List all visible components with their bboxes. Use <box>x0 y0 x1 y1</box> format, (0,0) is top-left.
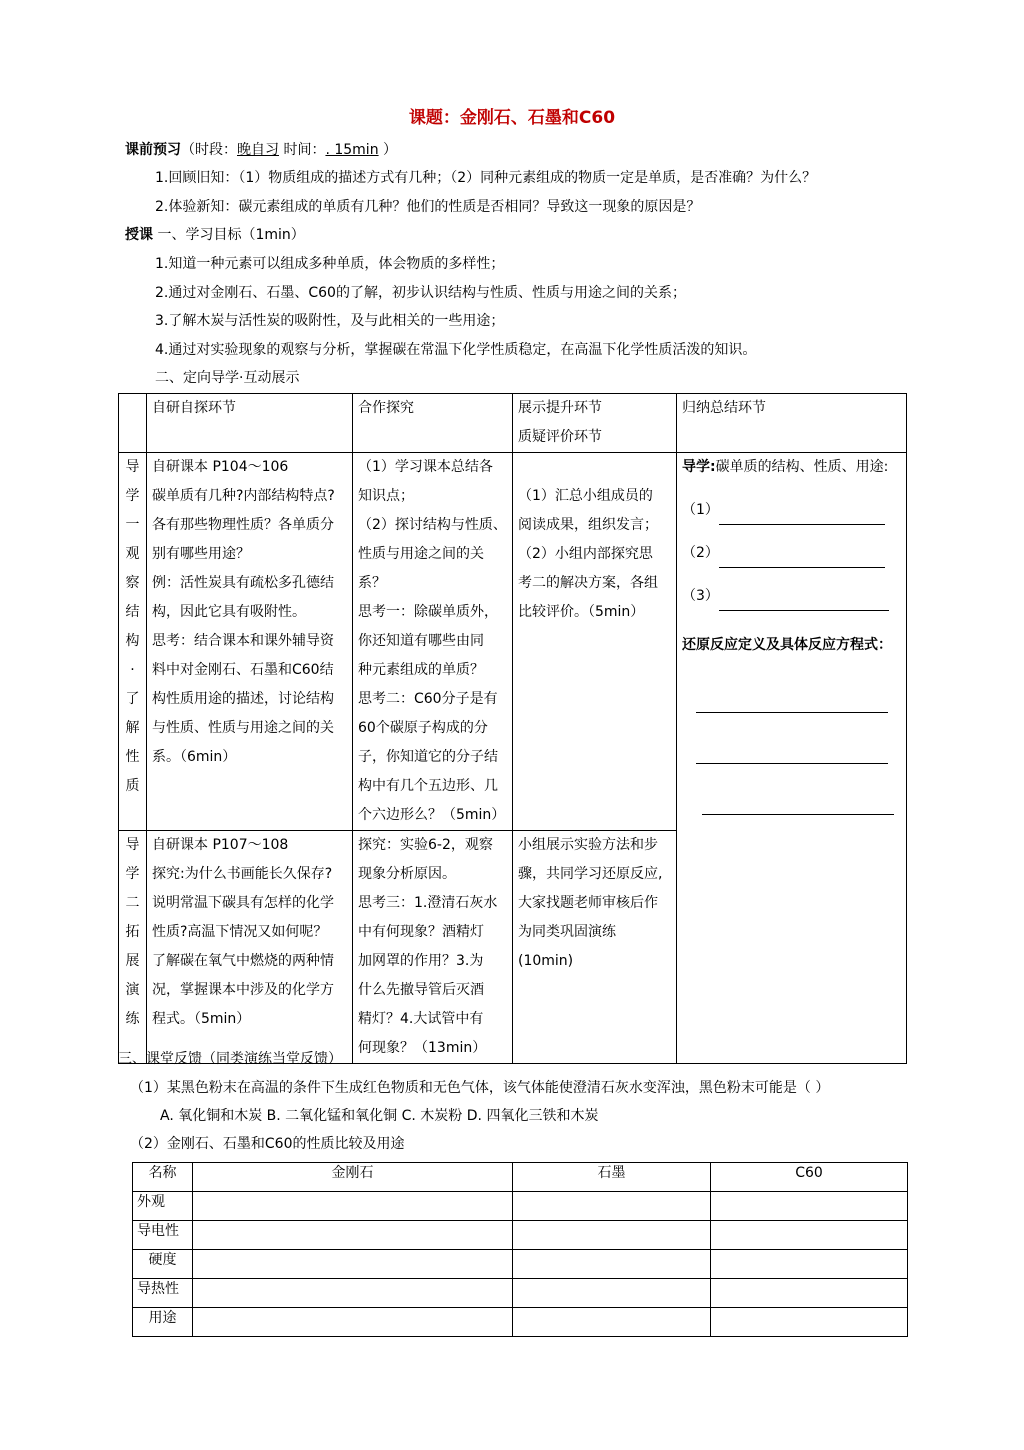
row-label: 导电性 <box>133 1221 193 1250</box>
header-cell-empty <box>119 394 147 453</box>
table-cell <box>711 1221 908 1250</box>
summary-item-label: （2） <box>682 545 719 561</box>
table-row <box>133 1279 908 1308</box>
table-header-row <box>133 1163 908 1192</box>
row2-display: 小组展示实验方法和步 骤，共同学习还原反应, 大家找题老师审核后作 为同类巩固演练(10min) <box>513 831 677 1064</box>
feedback-question-1: （1）某黑色粉末在高温的条件下生成红色物质和无色气体，该气体能使澄清石灰水变浑浊，黑色粉末可能是（ ） <box>130 1080 830 1096</box>
preview-paren-open: （时段： <box>181 142 237 158</box>
period-value: 晚自习 <box>237 142 279 158</box>
feedback-heading: 三、课堂反馈（同类演练当堂反馈） <box>118 1051 342 1067</box>
section2-heading: 二、定向导学·互动展示 <box>155 370 300 386</box>
goals-heading: 一、学习目标（1min） <box>153 227 305 243</box>
lecture-line <box>125 224 305 244</box>
row-label: 硬度 <box>133 1250 193 1279</box>
time-label: 时间： <box>279 142 326 158</box>
goal-item: 2.通过对金刚石、石墨、C60的了解，初步认识结构与性质、性质与用途之间的关系； <box>155 285 686 301</box>
goal-item: 4.通过对实验现象的观察与分析，掌握碳在常温下化学性质稳定，在高温下化学性质活泼的知识。 <box>155 342 757 358</box>
preview-item-2: 2.体验新知：碳元素组成的单质有几种？他们的性质是否相同？导致这一现象的原因是？ <box>155 199 701 215</box>
summary-item-label: （3） <box>682 588 719 604</box>
header-c60: C60 <box>711 1163 908 1192</box>
table-cell <box>193 1308 513 1337</box>
preview-paren-close: ） <box>378 142 398 158</box>
header-name: 名称 <box>133 1163 193 1192</box>
table-cell <box>193 1221 513 1250</box>
summary-cell <box>677 453 907 1064</box>
row-label: 外观 <box>133 1192 193 1221</box>
blank-line <box>702 794 894 815</box>
header-cooperation: 合作探究 <box>353 394 513 453</box>
header-diamond: 金刚石 <box>193 1163 513 1192</box>
blank-line <box>719 547 885 568</box>
comparison-table <box>132 1162 908 1337</box>
table-row <box>119 453 907 831</box>
header-self-study: 自研自探环节 <box>147 394 353 453</box>
table-row <box>133 1192 908 1221</box>
blank-line <box>696 743 888 764</box>
blank-line <box>719 504 885 525</box>
row2-side-label: 导 学 二 拓 展 演 练 <box>119 831 147 1064</box>
table-cell <box>193 1279 513 1308</box>
header-summary: 归纳总结环节 <box>677 394 907 453</box>
header-display: 展示提升环节 质疑评价环节 <box>513 394 677 453</box>
table-cell <box>711 1192 908 1221</box>
table-row <box>133 1221 908 1250</box>
goal-item: 3.了解木炭与活性炭的吸附性，及与此相关的一些用途； <box>155 313 505 329</box>
preview-label: 课前预习 <box>125 142 181 158</box>
page-title: 课题：金刚石、石墨和C60 <box>408 108 616 128</box>
blank-line <box>719 590 889 611</box>
preview-item-1: 1.回顾旧知：（1）物质组成的描述方式有几种；（2）同种元素组成的物质一定是单质，是否准确？为什么？ <box>155 170 817 186</box>
summary-head-bold: 导学: <box>682 459 716 475</box>
feedback-options-1: A. 氧化铜和木炭 B. 二氧化锰和氧化铜 C. 木炭粉 D. 四氧化三铁和木炭 <box>160 1108 599 1124</box>
table-cell <box>513 1192 711 1221</box>
table-cell <box>711 1279 908 1308</box>
summary-head-rest: 碳单质的结构、性质、用途: <box>715 459 889 475</box>
guided-study-table <box>118 393 907 1064</box>
header-graphite: 石墨 <box>513 1163 711 1192</box>
table-cell <box>513 1279 711 1308</box>
row1-self-study: 自研课本 P104～106 碳单质有几种?内部结构特点? 各有那些物理性质？各单质分 别有哪些用途？ 例：活性炭具有疏松多孔德结 构，因此它具有吸附性。 思考：结合课本和课外辅导资 料中对金刚石、石墨和C60结 构性质用途的描述，讨论结构 与性质、性质与用途之间的关 系。（6min） <box>147 453 353 831</box>
lecture-label: 授课 <box>125 227 153 243</box>
redox-heading: 还原反应定义及具体反应方程式： <box>682 637 892 653</box>
row-label: 用途 <box>133 1308 193 1337</box>
goal-item: 1.知道一种元素可以组成多种单质，体会物质的多样性； <box>155 256 505 272</box>
row2-self-study: 自研课本 P107～108 探究:为什么书画能长久保存? 说明常温下碳具有怎样的化学 性质?高温下情况又如何呢？ 了解碳在氧气中燃烧的两种情 况，掌握课本中涉及的化学方 程式。（5min） <box>147 831 353 1064</box>
row1-side-label: 导 学 一 观 察 结 构 · 了 解 性 质 <box>119 453 147 831</box>
table-header-row <box>119 394 907 453</box>
time-value: . 15min <box>325 142 379 158</box>
row1-cooperation: （1）学习课本总结各 知识点； （2）探讨结构与性质、 性质与用途之间的关 系？ 思考一：除碳单质外， 你还知道有哪些由同 种元素组成的单质？ 思考二：C60分子是有 60个碳原子构成的分 子，你知道它的分子结 构中有几个五边形、几 个六边形么？（5min） <box>353 453 513 831</box>
row-label: 导热性 <box>133 1279 193 1308</box>
feedback-question-2: （2）金刚石、石墨和C60的性质比较及用途 <box>130 1136 405 1152</box>
row1-display: （1）汇总小组成员的 阅读成果，组织发言； （2）小组内部探究思 考二的解决方案，各组 比较评价。（5min） <box>513 453 677 831</box>
blank-line <box>696 692 888 713</box>
table-row <box>133 1250 908 1279</box>
table-cell <box>513 1221 711 1250</box>
row2-cooperation: 探究：实验6-2，观察 现象分析原因。 思考三：1.澄清石灰水 中有何现象？酒精灯 加网罩的作用？3.为 什么先撤导管后灭酒 精灯？4.大试管中有 何现象？（13min） <box>353 831 513 1064</box>
preview-line <box>125 139 397 159</box>
table-cell <box>711 1308 908 1337</box>
table-cell <box>711 1250 908 1279</box>
table-cell <box>513 1308 711 1337</box>
table-cell <box>193 1192 513 1221</box>
table-cell <box>193 1250 513 1279</box>
summary-item-label: （1） <box>682 502 719 518</box>
table-cell <box>513 1250 711 1279</box>
table-row <box>133 1308 908 1337</box>
